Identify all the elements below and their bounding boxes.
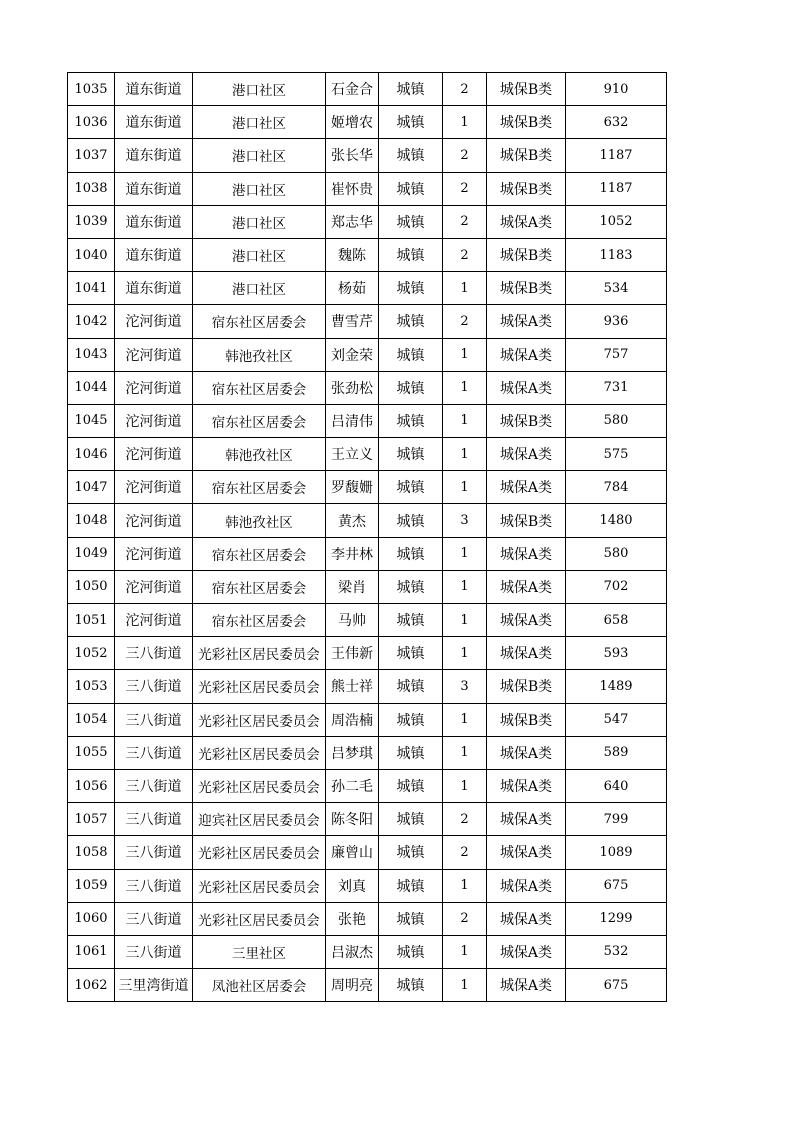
name-cell: 姬增农 [326, 106, 379, 139]
persons-cell: 1 [443, 106, 487, 139]
name-cell: 周明亮 [326, 969, 379, 1002]
area-cell: 城镇 [379, 570, 443, 603]
community-cell: 三里社区 [193, 935, 326, 968]
amount-cell: 1480 [566, 504, 667, 537]
area-cell: 城镇 [379, 471, 443, 504]
category-cell: 城保B类 [487, 272, 566, 305]
amount-cell: 532 [566, 935, 667, 968]
area-cell: 城镇 [379, 172, 443, 205]
row-id-cell: 1054 [68, 703, 115, 736]
persons-cell: 1 [443, 404, 487, 437]
table-row [68, 305, 667, 338]
community-cell: 光彩社区居民委员会 [193, 703, 326, 736]
area-cell: 城镇 [379, 338, 443, 371]
category-cell: 城保A类 [487, 736, 566, 769]
table-row [68, 106, 667, 139]
area-cell: 城镇 [379, 205, 443, 238]
area-cell: 城镇 [379, 272, 443, 305]
persons-cell: 2 [443, 172, 487, 205]
table-row [68, 836, 667, 869]
table-row [68, 471, 667, 504]
area-cell: 城镇 [379, 935, 443, 968]
row-id-cell: 1040 [68, 238, 115, 271]
amount-cell: 589 [566, 736, 667, 769]
street-cell: 道东街道 [115, 272, 193, 305]
persons-cell: 3 [443, 670, 487, 703]
amount-cell: 731 [566, 371, 667, 404]
persons-cell: 2 [443, 902, 487, 935]
area-cell: 城镇 [379, 139, 443, 172]
name-cell: 孙二毛 [326, 769, 379, 802]
category-cell: 城保A类 [487, 604, 566, 637]
community-cell: 宿东社区居委会 [193, 604, 326, 637]
persons-cell: 1 [443, 438, 487, 471]
persons-cell: 1 [443, 338, 487, 371]
community-cell: 港口社区 [193, 106, 326, 139]
persons-cell: 1 [443, 769, 487, 802]
persons-cell: 2 [443, 305, 487, 338]
amount-cell: 799 [566, 803, 667, 836]
amount-cell: 1489 [566, 670, 667, 703]
community-cell: 光彩社区居民委员会 [193, 869, 326, 902]
category-cell: 城保B类 [487, 238, 566, 271]
row-id-cell: 1045 [68, 404, 115, 437]
amount-cell: 675 [566, 969, 667, 1002]
category-cell: 城保A类 [487, 205, 566, 238]
street-cell: 三八街道 [115, 902, 193, 935]
street-cell: 三八街道 [115, 836, 193, 869]
community-cell: 韩池孜社区 [193, 438, 326, 471]
table-row [68, 338, 667, 371]
row-id-cell: 1038 [68, 172, 115, 205]
area-cell: 城镇 [379, 736, 443, 769]
persons-cell: 1 [443, 537, 487, 570]
category-cell: 城保A类 [487, 471, 566, 504]
category-cell: 城保B类 [487, 73, 566, 106]
community-cell: 港口社区 [193, 272, 326, 305]
amount-cell: 580 [566, 537, 667, 570]
table-row [68, 537, 667, 570]
community-cell: 光彩社区居民委员会 [193, 902, 326, 935]
table-row [68, 205, 667, 238]
persons-cell: 1 [443, 969, 487, 1002]
table-row [68, 371, 667, 404]
persons-cell: 2 [443, 836, 487, 869]
amount-cell: 1052 [566, 205, 667, 238]
table-row [68, 902, 667, 935]
persons-cell: 1 [443, 703, 487, 736]
persons-cell: 1 [443, 604, 487, 637]
persons-cell: 1 [443, 570, 487, 603]
persons-cell: 1 [443, 869, 487, 902]
row-id-cell: 1041 [68, 272, 115, 305]
street-cell: 沱河街道 [115, 471, 193, 504]
table-row [68, 604, 667, 637]
area-cell: 城镇 [379, 803, 443, 836]
street-cell: 道东街道 [115, 106, 193, 139]
persons-cell: 1 [443, 637, 487, 670]
area-cell: 城镇 [379, 371, 443, 404]
table-row [68, 869, 667, 902]
area-cell: 城镇 [379, 537, 443, 570]
category-cell: 城保A类 [487, 803, 566, 836]
row-id-cell: 1035 [68, 73, 115, 106]
area-cell: 城镇 [379, 703, 443, 736]
area-cell: 城镇 [379, 902, 443, 935]
row-id-cell: 1043 [68, 338, 115, 371]
community-cell: 韩池孜社区 [193, 504, 326, 537]
amount-cell: 547 [566, 703, 667, 736]
amount-cell: 675 [566, 869, 667, 902]
street-cell: 三八街道 [115, 935, 193, 968]
data-table [67, 72, 667, 1002]
street-cell: 沱河街道 [115, 537, 193, 570]
amount-cell: 1299 [566, 902, 667, 935]
street-cell: 三八街道 [115, 736, 193, 769]
category-cell: 城保A类 [487, 869, 566, 902]
community-cell: 港口社区 [193, 172, 326, 205]
table-row [68, 73, 667, 106]
street-cell: 道东街道 [115, 139, 193, 172]
table-row [68, 769, 667, 802]
name-cell: 李井林 [326, 537, 379, 570]
name-cell: 罗馥姗 [326, 471, 379, 504]
community-cell: 光彩社区居民委员会 [193, 769, 326, 802]
street-cell: 道东街道 [115, 73, 193, 106]
table-body [68, 73, 667, 1002]
street-cell: 沱河街道 [115, 570, 193, 603]
street-cell: 三八街道 [115, 769, 193, 802]
street-cell: 沱河街道 [115, 305, 193, 338]
community-cell: 宿东社区居委会 [193, 570, 326, 603]
street-cell: 沱河街道 [115, 438, 193, 471]
row-id-cell: 1039 [68, 205, 115, 238]
area-cell: 城镇 [379, 969, 443, 1002]
row-id-cell: 1042 [68, 305, 115, 338]
amount-cell: 632 [566, 106, 667, 139]
row-id-cell: 1057 [68, 803, 115, 836]
category-cell: 城保A类 [487, 438, 566, 471]
row-id-cell: 1053 [68, 670, 115, 703]
community-cell: 迎宾社区居民委员会 [193, 803, 326, 836]
persons-cell: 2 [443, 205, 487, 238]
table-row [68, 238, 667, 271]
persons-cell: 2 [443, 73, 487, 106]
row-id-cell: 1049 [68, 537, 115, 570]
persons-cell: 3 [443, 504, 487, 537]
row-id-cell: 1047 [68, 471, 115, 504]
row-id-cell: 1052 [68, 637, 115, 670]
category-cell: 城保B类 [487, 504, 566, 537]
category-cell: 城保B类 [487, 670, 566, 703]
category-cell: 城保A类 [487, 570, 566, 603]
street-cell: 三八街道 [115, 637, 193, 670]
area-cell: 城镇 [379, 404, 443, 437]
table-row [68, 438, 667, 471]
category-cell: 城保A类 [487, 338, 566, 371]
community-cell: 凤池社区居委会 [193, 969, 326, 1002]
name-cell: 熊士祥 [326, 670, 379, 703]
street-cell: 沱河街道 [115, 338, 193, 371]
area-cell: 城镇 [379, 670, 443, 703]
area-cell: 城镇 [379, 238, 443, 271]
row-id-cell: 1050 [68, 570, 115, 603]
category-cell: 城保B类 [487, 703, 566, 736]
name-cell: 张劲松 [326, 371, 379, 404]
community-cell: 宿东社区居委会 [193, 404, 326, 437]
name-cell: 魏陈 [326, 238, 379, 271]
area-cell: 城镇 [379, 604, 443, 637]
name-cell: 刘金荣 [326, 338, 379, 371]
community-cell: 光彩社区居民委员会 [193, 637, 326, 670]
street-cell: 三八街道 [115, 670, 193, 703]
name-cell: 张艳 [326, 902, 379, 935]
name-cell: 张长华 [326, 139, 379, 172]
table-row [68, 504, 667, 537]
table-row [68, 172, 667, 205]
community-cell: 港口社区 [193, 205, 326, 238]
community-cell: 港口社区 [193, 238, 326, 271]
category-cell: 城保B类 [487, 404, 566, 437]
name-cell: 石金合 [326, 73, 379, 106]
street-cell: 沱河街道 [115, 604, 193, 637]
table-row [68, 736, 667, 769]
table-row [68, 803, 667, 836]
table-row [68, 670, 667, 703]
category-cell: 城保A类 [487, 769, 566, 802]
area-cell: 城镇 [379, 637, 443, 670]
persons-cell: 2 [443, 803, 487, 836]
name-cell: 吕清伟 [326, 404, 379, 437]
community-cell: 港口社区 [193, 139, 326, 172]
name-cell: 陈冬阳 [326, 803, 379, 836]
name-cell: 马帅 [326, 604, 379, 637]
street-cell: 道东街道 [115, 205, 193, 238]
street-cell: 三八街道 [115, 803, 193, 836]
community-cell: 宿东社区居委会 [193, 371, 326, 404]
street-cell: 三八街道 [115, 869, 193, 902]
street-cell: 道东街道 [115, 238, 193, 271]
table-row [68, 404, 667, 437]
table-row [68, 139, 667, 172]
community-cell: 宿东社区居委会 [193, 471, 326, 504]
persons-cell: 1 [443, 736, 487, 769]
community-cell: 光彩社区居民委员会 [193, 836, 326, 869]
amount-cell: 936 [566, 305, 667, 338]
amount-cell: 702 [566, 570, 667, 603]
category-cell: 城保A类 [487, 371, 566, 404]
community-cell: 韩池孜社区 [193, 338, 326, 371]
category-cell: 城保A类 [487, 537, 566, 570]
area-cell: 城镇 [379, 73, 443, 106]
name-cell: 廉曾山 [326, 836, 379, 869]
amount-cell: 575 [566, 438, 667, 471]
street-cell: 沱河街道 [115, 404, 193, 437]
row-id-cell: 1056 [68, 769, 115, 802]
area-cell: 城镇 [379, 438, 443, 471]
community-cell: 宿东社区居委会 [193, 305, 326, 338]
street-cell: 沱河街道 [115, 371, 193, 404]
community-cell: 光彩社区居民委员会 [193, 670, 326, 703]
community-cell: 光彩社区居民委员会 [193, 736, 326, 769]
amount-cell: 910 [566, 73, 667, 106]
persons-cell: 1 [443, 272, 487, 305]
amount-cell: 1089 [566, 836, 667, 869]
area-cell: 城镇 [379, 869, 443, 902]
amount-cell: 1183 [566, 238, 667, 271]
name-cell: 吕梦琪 [326, 736, 379, 769]
row-id-cell: 1058 [68, 836, 115, 869]
row-id-cell: 1044 [68, 371, 115, 404]
area-cell: 城镇 [379, 305, 443, 338]
street-cell: 沱河街道 [115, 504, 193, 537]
row-id-cell: 1037 [68, 139, 115, 172]
name-cell: 崔怀贵 [326, 172, 379, 205]
row-id-cell: 1036 [68, 106, 115, 139]
street-cell: 三里湾街道 [115, 969, 193, 1002]
category-cell: 城保A类 [487, 305, 566, 338]
table-row [68, 570, 667, 603]
persons-cell: 1 [443, 371, 487, 404]
row-id-cell: 1061 [68, 935, 115, 968]
name-cell: 梁肖 [326, 570, 379, 603]
community-cell: 港口社区 [193, 73, 326, 106]
persons-cell: 1 [443, 471, 487, 504]
category-cell: 城保A类 [487, 969, 566, 1002]
category-cell: 城保B类 [487, 106, 566, 139]
category-cell: 城保A类 [487, 935, 566, 968]
persons-cell: 2 [443, 238, 487, 271]
name-cell: 郑志华 [326, 205, 379, 238]
amount-cell: 534 [566, 272, 667, 305]
amount-cell: 593 [566, 637, 667, 670]
amount-cell: 580 [566, 404, 667, 437]
name-cell: 王立义 [326, 438, 379, 471]
area-cell: 城镇 [379, 504, 443, 537]
name-cell: 周浩楠 [326, 703, 379, 736]
row-id-cell: 1060 [68, 902, 115, 935]
area-cell: 城镇 [379, 836, 443, 869]
name-cell: 曹雪芹 [326, 305, 379, 338]
category-cell: 城保B类 [487, 172, 566, 205]
table-row [68, 969, 667, 1002]
amount-cell: 784 [566, 471, 667, 504]
amount-cell: 658 [566, 604, 667, 637]
name-cell: 吕淑杰 [326, 935, 379, 968]
amount-cell: 640 [566, 769, 667, 802]
name-cell: 王伟新 [326, 637, 379, 670]
persons-cell: 1 [443, 935, 487, 968]
row-id-cell: 1062 [68, 969, 115, 1002]
name-cell: 黄杰 [326, 504, 379, 537]
area-cell: 城镇 [379, 769, 443, 802]
category-cell: 城保A类 [487, 902, 566, 935]
category-cell: 城保A类 [487, 836, 566, 869]
table-row [68, 703, 667, 736]
amount-cell: 757 [566, 338, 667, 371]
community-cell: 宿东社区居委会 [193, 537, 326, 570]
category-cell: 城保B类 [487, 139, 566, 172]
name-cell: 杨茹 [326, 272, 379, 305]
row-id-cell: 1046 [68, 438, 115, 471]
row-id-cell: 1051 [68, 604, 115, 637]
row-id-cell: 1055 [68, 736, 115, 769]
table-row [68, 935, 667, 968]
row-id-cell: 1059 [68, 869, 115, 902]
amount-cell: 1187 [566, 139, 667, 172]
persons-cell: 2 [443, 139, 487, 172]
area-cell: 城镇 [379, 106, 443, 139]
name-cell: 刘真 [326, 869, 379, 902]
street-cell: 三八街道 [115, 703, 193, 736]
street-cell: 道东街道 [115, 172, 193, 205]
table-row [68, 272, 667, 305]
category-cell: 城保A类 [487, 637, 566, 670]
amount-cell: 1187 [566, 172, 667, 205]
row-id-cell: 1048 [68, 504, 115, 537]
table-row [68, 637, 667, 670]
